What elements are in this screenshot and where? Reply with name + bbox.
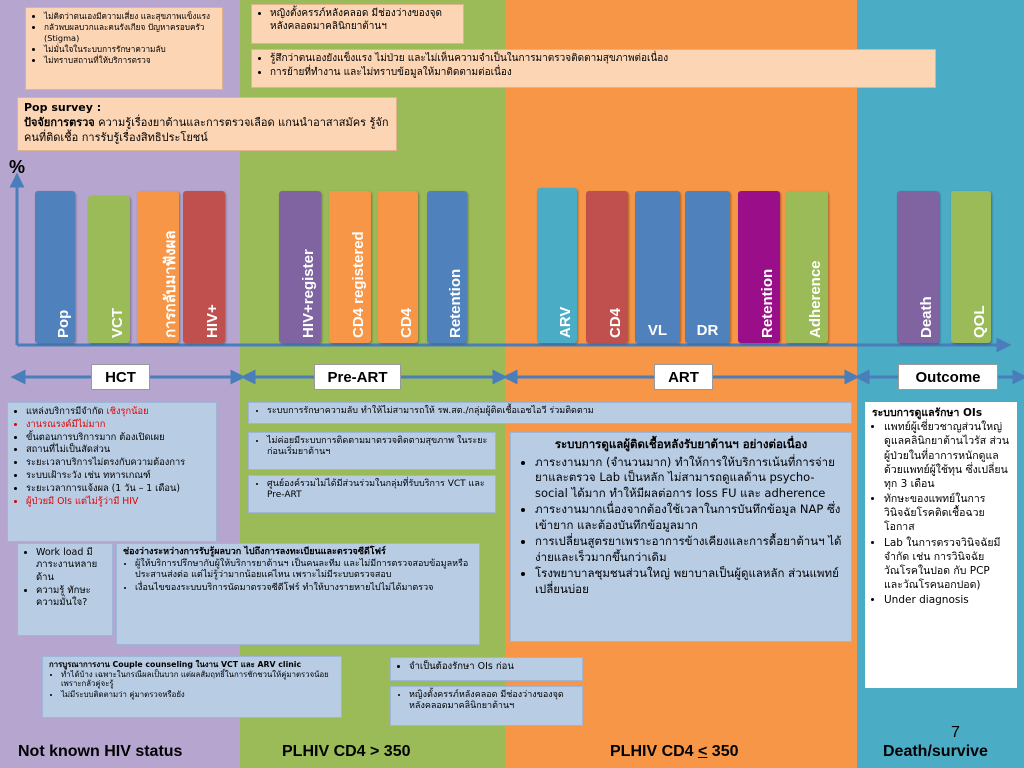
outcome-item: • Under diagnosis bbox=[884, 593, 1010, 607]
preart-followup-box bbox=[248, 432, 496, 470]
couple-counseling-box bbox=[42, 656, 342, 718]
hct-issue: • งานรณรงค์มีไม่มาก bbox=[26, 419, 210, 431]
preart-item: • จำเป็นต้องรักษา OIs ก่อน bbox=[409, 661, 576, 673]
phase-art: ART bbox=[654, 364, 713, 390]
top-right-note bbox=[251, 49, 936, 88]
gap-box-title: ช่องว่างระหว่างการรับรู้ผลบวก ไปถึงการลงทะเบียนและตรวจซีดีโฟร์ bbox=[123, 547, 386, 557]
bar-dr bbox=[685, 191, 730, 343]
couple-box-title: การบูรณาการงาน Couple counseling ในงาน VCT และ ARV clinic bbox=[49, 660, 302, 669]
couple-item: • ทำได้บ้าง เฉพาะในกรณีผลเป็นบวก แต่ผลสัมฤทธิ์ในการชักชวนให้คู่มาตรวจน้อย เพราะกลัวคู่จะรู้ bbox=[61, 670, 335, 689]
bar-arv: ARV bbox=[537, 188, 577, 343]
pop-survey-body bbox=[24, 116, 390, 146]
preart-ois-box bbox=[390, 657, 583, 681]
note-item: • ไม่มั่นใจในระบบการรักษาความลับ bbox=[44, 44, 216, 54]
gap-box bbox=[116, 543, 480, 645]
pop-survey-text: ความรู้เรื่องยาต้านและการตรวจเลือด แกนนำอาสาสมัคร รู้จักคนที่ติดเชื้อ การรับรู้เรื่องสิทธิประโยชน์ bbox=[24, 115, 389, 144]
bar-label: DR bbox=[696, 322, 719, 339]
bar-pop: Pop bbox=[35, 191, 75, 343]
footer-cd4-below-prefix: PLHIV CD4 bbox=[610, 743, 699, 760]
work-load-box bbox=[17, 543, 113, 636]
footer-cd4-above: PLHIV CD4 > 350 bbox=[282, 743, 411, 760]
pop-survey-box bbox=[17, 97, 397, 151]
pop-survey-title: Pop survey : bbox=[24, 101, 102, 114]
gap-item: • ผู้ให้บริการปรึกษากับผู้ให้บริการยาต้านฯ เป็นคนละทีม และไม่มีการตรวจสอบข้อมูลหรือประสานส่งต่อ แต่ไม่รู้ว่ามากน้อยแค่ไหน เพราะไม่มีระบบตรวจสอบ bbox=[135, 559, 473, 582]
hct-issue: • ผู้ป่วยมี OIs แต่ไม่รู้ว่ามี HIV bbox=[26, 496, 210, 508]
gap-item: • เงื่อนไขของระบบบริการนัดมาตรวจซีดีโฟร์ ทำให้บางรายหายไปไม่ได้มาตรวจ bbox=[135, 583, 473, 595]
hct-issue: • ระยะเวลาบริการไม่ตรงกับความต้องการ bbox=[26, 457, 210, 469]
hct-issue: • ขั้นตอนการบริการมาก ต้องเปิดเผย bbox=[26, 432, 210, 444]
hct-issues-box bbox=[7, 402, 217, 542]
bar-return-for-result: การกลับมาฟังผล bbox=[137, 191, 179, 343]
preart-item: • ไม่ค่อยมีระบบการติดตามมาตรวจติดตามสุขภาพ ในระยะก่อนเริ่มยาต้านฯ bbox=[267, 436, 489, 459]
outcome-box-title: ระบบการดูแลรักษา OIs bbox=[872, 407, 983, 419]
bar-cd4-registered: CD4 registered bbox=[329, 191, 371, 343]
art-item: • โรงพยาบาลชุมชนส่วนใหญ่ พยาบาลเป็นผู้ดูแลหลัก ส่วนแพทย์เปลี่ยนบ่อย bbox=[535, 566, 843, 597]
preart-item: • ศูนย์องค์รวมไม่ได้มีส่วนร่วมในกลุ่มที่รับบริการ VCT และ Pre-ART bbox=[267, 479, 489, 502]
couple-item: • ไม่มีระบบติดตามว่า คู่มาตรวจหรือยัง bbox=[61, 690, 335, 700]
bar-death: Death bbox=[897, 191, 939, 343]
preart-confidentiality-box bbox=[248, 402, 852, 424]
note-item: • ไม่ทราบสถานที่ให้บริการตรวจ bbox=[44, 55, 216, 65]
y-axis-label: % bbox=[9, 157, 26, 177]
note-item: • รู้สึกว่าตนเองยังแข็งแรง ไม่ป่วย และไม่เห็นความจำเป็นในการมาตรวจติดตามสุขภาพต่อเนื่อง bbox=[270, 53, 929, 66]
footer-cd4-below-suffix: 350 bbox=[707, 743, 739, 760]
phase-outcome: Outcome bbox=[898, 364, 998, 390]
pop-survey-factor: ปัจจัยการตรวจ bbox=[24, 115, 95, 129]
footer-not-known: Not known HIV status bbox=[18, 743, 183, 760]
hct-issue-highlight: เชิงรุกน้อย bbox=[106, 406, 149, 417]
art-care-box bbox=[510, 432, 852, 642]
bar-retention: Retention bbox=[738, 191, 780, 343]
preart-item: • ระบบการรักษาความลับ ทำให้ไม่สามารถให้ รพ.สต./กลุ่มผู้ติดเชื้อเอชไอวี ร่วมติดตาม bbox=[267, 406, 845, 417]
preart-item: • หญิงตั้งครรภ์หลังคลอด มีช่องว่างของจุดหลังคลอดมาคลินิกยาต้านฯ bbox=[409, 690, 576, 713]
note-item: • ไม่คิดว่าตนเองมีความเสี่ยง และสุขภาพแข็งแรง bbox=[44, 11, 216, 21]
bar-cd4: CD4 bbox=[378, 191, 418, 343]
note-item: • การย้ายที่ทำงาน และไม่ทราบข้อมูลให้มาติดตามต่อเนื่อง bbox=[270, 67, 929, 80]
outcome-item: • ทักษะของแพทย์ในการวินิจฉัยโรคติดเชื้อฉวยโอกาส bbox=[884, 492, 1010, 535]
footer-cd4-below bbox=[610, 743, 739, 761]
hct-issue: • สถานที่ไม่เป็นสัดส่วน bbox=[26, 444, 210, 456]
phase-pre-art: Pre-ART bbox=[314, 364, 401, 390]
footer-cd4-below-symbol: < bbox=[698, 743, 708, 760]
preart-holistic-box bbox=[248, 475, 496, 513]
footer-outcome: Death/survive bbox=[883, 743, 988, 760]
hct-issue: • ระบบเฝ้าระวัง เช่น ทหารเกณฑ์ bbox=[26, 470, 210, 482]
bar-label: VL bbox=[647, 322, 668, 339]
outcome-ois-box bbox=[865, 402, 1017, 688]
bar-hiv-register: HIV+register bbox=[279, 191, 321, 343]
bar-retention: Retention bbox=[427, 191, 467, 343]
outcome-item: • แพทย์ผู้เชี่ยวชาญส่วนใหญ่ดูแลคลินิกยาต้านไวรัส ส่วนผู้ป่วยในที่อาการหนักดูแลด้วยแพทย์ผู้ใช้ทุน ซึ่งเปลี่ยนทุก 3 เดือน bbox=[884, 420, 1010, 491]
bar-qol: QOL bbox=[951, 191, 991, 343]
note-item: • หญิงตั้งครรภ์หลังคลอด มีช่องว่างของจุดหลังคลอดมาคลินิกยาต้านฯ bbox=[270, 8, 457, 33]
hct-issue bbox=[26, 406, 210, 418]
page-number: 7 bbox=[951, 724, 960, 741]
hct-issue-text: แหล่งบริการมีจำกัด bbox=[26, 406, 104, 417]
work-load-item: • ความรู้ ทักษะ ความมั่นใจ? bbox=[36, 585, 106, 610]
art-item: • ภาระงานมาก (จำนวนมาก) ทำให้การให้บริการเน้นที่การจ่ายยาและตรวจ Lab เป็นหลัก ไม่สามารถดูแลด้าน psycho-social ได้มาก ทำให้มีผลต่อการ loss FU และ adherence bbox=[535, 455, 843, 502]
art-box-title: ระบบการดูแลผู้ติดเชื้อหลังรับยาต้านฯ อย่างต่อเนื่อง bbox=[554, 437, 808, 451]
top-left-note bbox=[25, 7, 223, 90]
top-mid-note bbox=[251, 4, 464, 44]
phase-hct: HCT bbox=[91, 364, 150, 390]
outcome-item: • Lab ในการตรวจวินิจฉัยมีจำกัด เช่น การวินิจฉัยวัณโรคในปอด กับ PCP และวัณโรคนอกปอด) bbox=[884, 536, 1010, 593]
bar-adherence: Adherence bbox=[786, 191, 828, 343]
art-item: • ภาระงานมากเนื่องจากต้องใช้เวลาในการบันทึกข้อมูล NAP ซึ่งเข้ายาก และต้องบันทึกข้อมูลมาก bbox=[535, 502, 843, 533]
bar-hiv: HIV+ bbox=[183, 191, 225, 343]
bar-vl bbox=[635, 191, 680, 343]
hct-issue: • ระยะเวลาการแจ้งผล (1 วัน – 1 เดือน) bbox=[26, 483, 210, 495]
bar-vct: VCT bbox=[88, 196, 130, 343]
art-item: • การเปลี่ยนสูตรยาเพราะอาการข้างเคียงและการดื้อยาต้านฯ ได้ง่ายและเร็วมากขึ้นกว่าเดิม bbox=[535, 534, 843, 565]
note-item: • กลัวพบผลบวกและคนรังเกียจ ปัญหาครอบครัว (Stigma) bbox=[44, 22, 216, 43]
preart-postpartum-box bbox=[390, 686, 583, 726]
bar-cd4: CD4 bbox=[586, 191, 628, 343]
work-load-item: • Work load มีภาระงานหลายด้าน bbox=[36, 547, 106, 584]
